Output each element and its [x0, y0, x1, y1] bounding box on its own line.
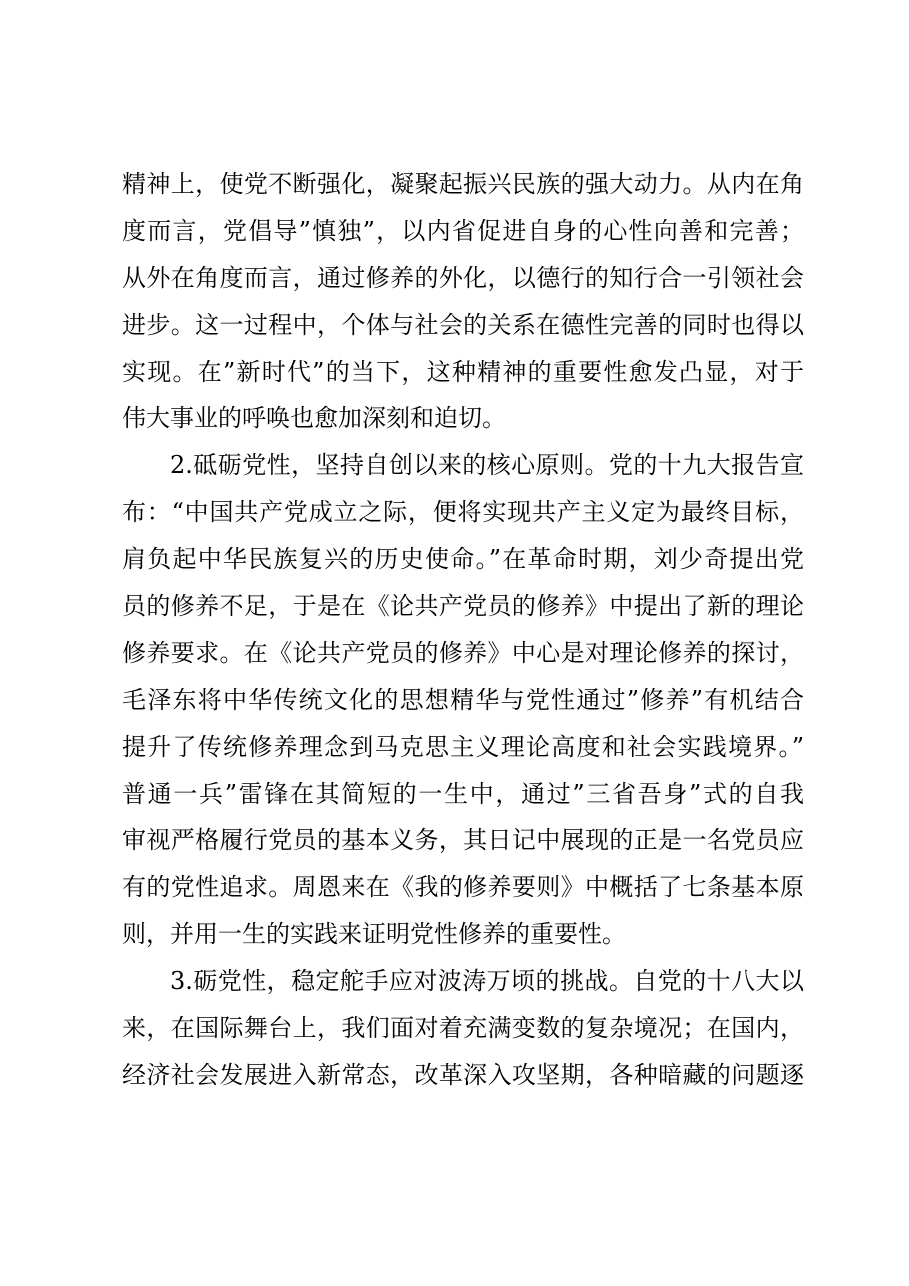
text-line: 有的党性追求。周恩来在《我的修养要则》中概括了七条基本原	[122, 873, 804, 902]
text-line: 来，在国际舞台上，我们面对着充满变数的复杂境况；在国内，	[122, 1014, 804, 1043]
text-line: 经济社会发展进入新常态，改革深入攻坚期，各种暗藏的问题逐	[122, 1060, 804, 1089]
text-line: 则，并用一生的实践来证明党性修养的重要性。	[122, 920, 626, 949]
text-line: 从外在角度而言，通过修养的外化，以德行的知行合一引领社会	[122, 263, 804, 292]
paragraph-3-start: 3.砺党性，稳定舵手应对波涛万顷的挑战。自党的十八大以	[170, 967, 804, 996]
text-line: 进步。这一过程中，个体与社会的关系在德性完善的同时也得以	[122, 310, 804, 339]
text-line: 普通一兵”雷锋在其简短的一生中，通过”三省吾身”式的自我	[122, 779, 804, 808]
text-line: 员的修养不足，于是在《论共产党员的修养》中提出了新的理论	[122, 592, 804, 621]
text-line: 布：“中国共产党成立之际，便将实现共产主义定为最终目标，	[122, 498, 804, 527]
text-line: 度而言，党倡导”慎独”，以内省促进自身的心性向善和完善；	[122, 216, 804, 245]
text-line: 精神上，使党不断强化，凝聚起振兴民族的强大动力。从内在角	[122, 170, 804, 198]
text-line: 提升了传统修养理念到马克思主义理论高度和社会实践境界。”	[122, 732, 804, 761]
text-line: 实现。在”新时代”的当下，这种精神的重要性愈发凸显，对于	[122, 357, 804, 386]
text-line: 肩负起中华民族复兴的历史使命。”在革命时期，刘少奇提出党	[122, 545, 804, 574]
text-line: 伟大事业的呼唤也愈加深刻和迫切。	[122, 404, 506, 433]
text-line: 审视严格履行党员的基本义务，其日记中展现的正是一名党员应	[122, 826, 804, 855]
text-line: 毛泽东将中华传统文化的思想精华与党性通过”修养”有机结合	[122, 685, 804, 714]
body-text	[122, 161, 804, 1099]
paragraph-2-start: 2.砥砺党性，坚持自创以来的核心原则。党的十九大报告宣	[170, 451, 804, 480]
text-line: 修养要求。在《论共产党员的修养》中心是对理论修养的探讨，	[122, 638, 804, 667]
